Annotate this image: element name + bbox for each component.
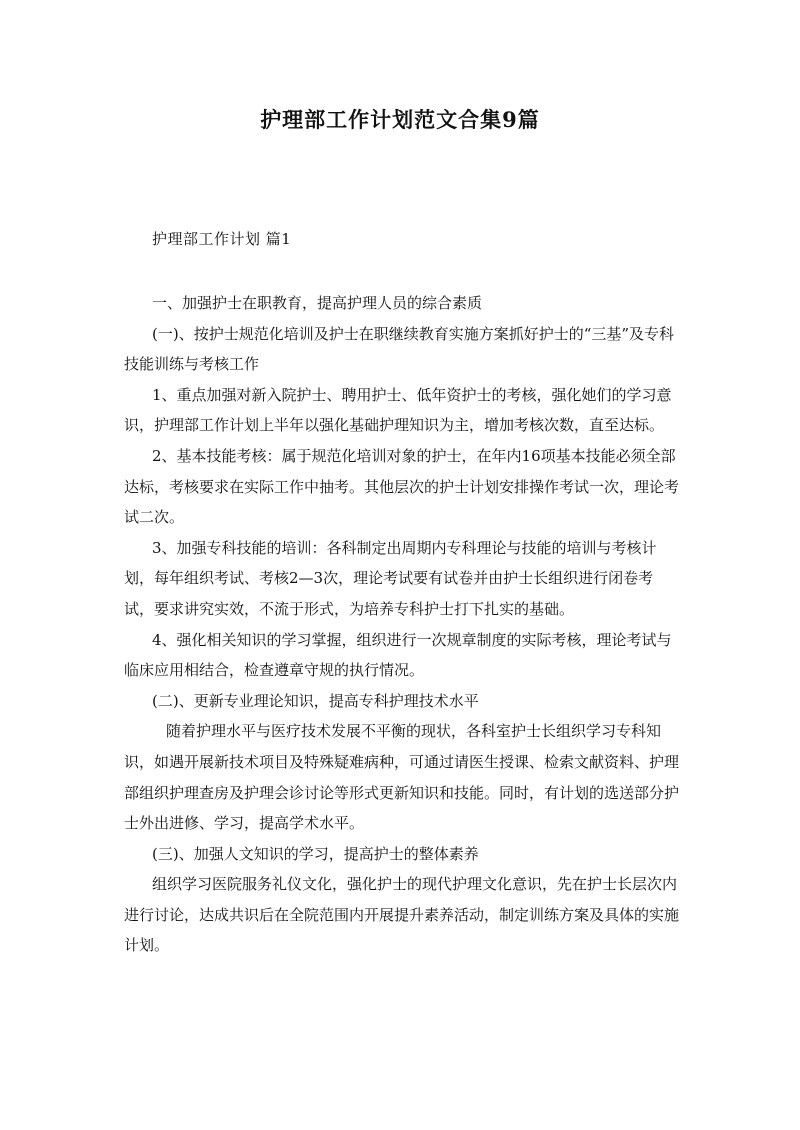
subheading-3: (三)、加强人文知识的学习，提高护士的整体素养: [152, 844, 479, 863]
heading-1: 一、加强护士在职教育，提高护理人员的综合素质: [152, 294, 483, 312]
subheading-2: (二)、更新专业理论知识，提高专科护理技术水平: [152, 691, 479, 710]
document-body: [124, 288, 680, 961]
paragraph-item-3: 3、加强专科技能的培训：各科制定出周期内专科理论与技能的培训与考核计划，每年组织考试、考核2—3次，理论考试要有试卷并由护士长组织进行闭卷考试，要求讲究实效，不流于形式，为培养专科护士打下扎实的基础。: [124, 538, 657, 618]
subheading-1: (一)、按护士规范化培训及护士在职继续教育实施方案抓好护士的“三基”及专科技能训练与考核工作: [124, 324, 675, 374]
paragraph-body-3: 组织学习医院服务礼仪文化，强化护士的现代护理文化意识，先在护士长层次内进行讨论，达成共识后在全院范围内开展提升素养活动，制定训练方案及具体的实施计划。: [124, 875, 680, 955]
section-subtitle: 护理部工作计划 篇1: [152, 230, 292, 248]
paragraph-body-2: 随着护理水平与医疗技术发展不平衡的现状，各科室护士长组织学习专科知识，如遇开展新技术项目及特殊疑难病种，可通过请医生授课、检索文献资料、护理部组织护理查房及护理会诊讨论等形式更新知识和技能。同时，有计划的选送部分护士外出进修、学习，提高学术水平。: [124, 722, 680, 833]
document-title: 护理部工作计划范文合集9篇: [260, 107, 540, 132]
paragraph-item-2: 2、基本技能考核：属于规范化培训对象的护士，在年内16项基本技能必须全部达标，考核要求在实际工作中抽考。其他层次的护士计划安排操作考试一次，理论考试二次。: [124, 446, 680, 527]
paragraph-item-1: 1、重点加强对新入院护士、聘用护士、低年资护士的考核，强化她们的学习意识，护理部工作计划上半年以强化基础护理知识为主，增加考核次数，直至达标。: [124, 385, 672, 435]
paragraph-item-4: 4、强化相关知识的学习掌握，组织进行一次规章制度的实际考核，理论考试与临床应用相结合，检查遵章守规的执行情况。: [124, 630, 672, 680]
